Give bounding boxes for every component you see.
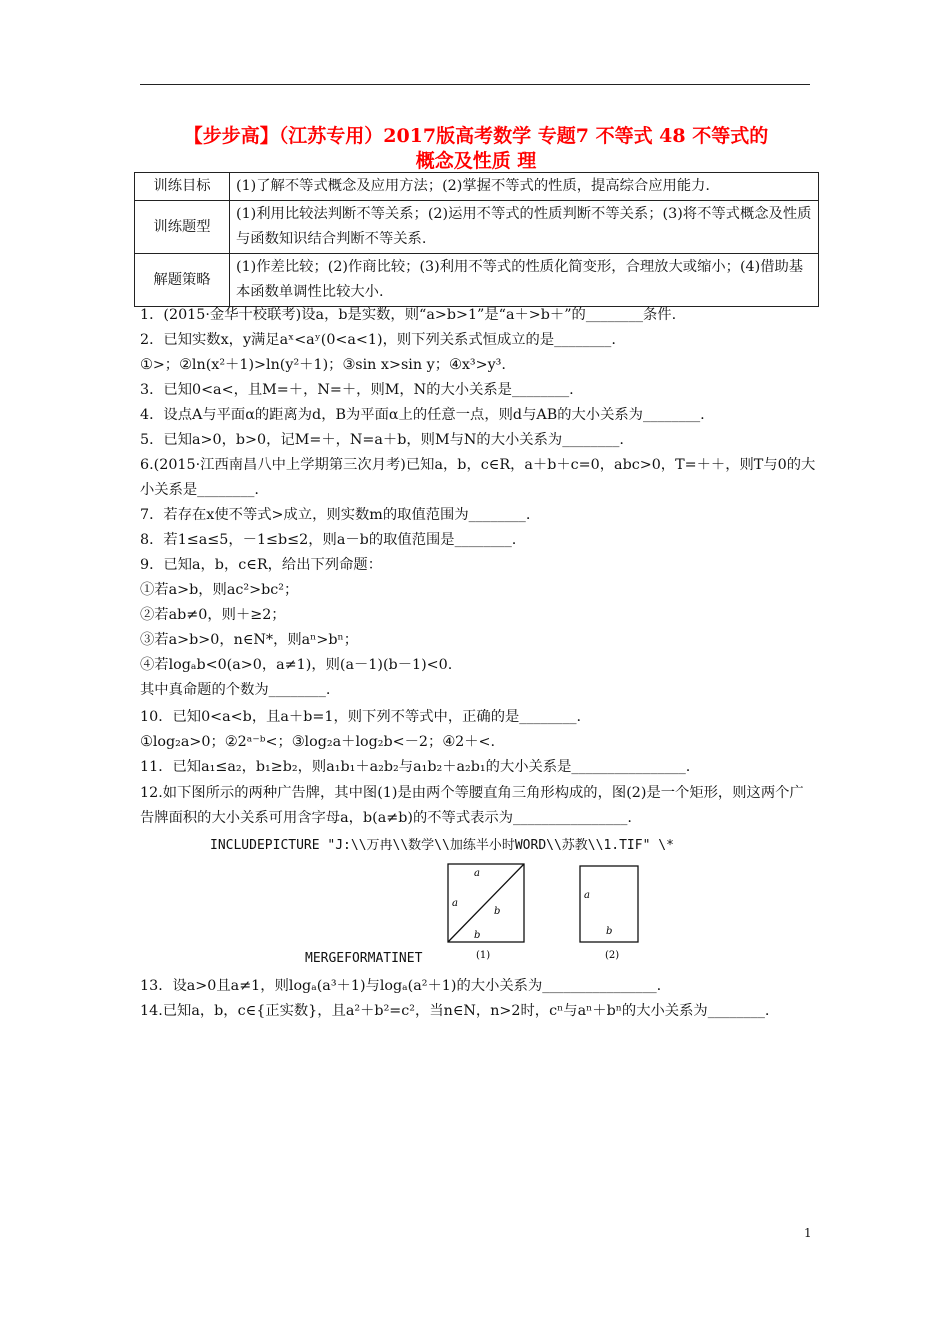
- page-title: [140, 124, 812, 174]
- mergeformat-field: MERGEFORMATINET: [305, 951, 423, 966]
- question-9: 9．已知a，b，c∈R，给出下列命题：: [140, 557, 382, 573]
- includepicture-field: INCLUDEPICTURE "J:\\万冉\\数学\\加练半小时WORD\\苏教\\1.TIF" \*: [210, 838, 674, 853]
- question-1: 1．(2015·金华十校联考)设a，b是实数，则“a>b>1”是“a＋>b＋”的________条件.: [140, 307, 677, 323]
- figure-1-label: a: [452, 898, 458, 909]
- row-label: 训练题型: [135, 201, 230, 254]
- question-9-option-3: ③若a>b>0，n∈N*，则aⁿ>bⁿ；: [140, 632, 358, 648]
- title-line-2: 概念及性质 理: [415, 150, 537, 172]
- row-content: (1)利用比较法判断不等关系；(2)运用不等式的性质判断不等关系；(3)将不等式概念及性质与函数知识结合判断不等关系.: [230, 201, 819, 254]
- question-9-option-2: ②若ab≠0，则＋≥2；: [140, 607, 286, 623]
- question-9-tail: 其中真命题的个数为________.: [140, 682, 331, 698]
- figure-2-label: b: [606, 926, 613, 937]
- question-13: 13．设a>0且a≠1，则logₐ(a³＋1)与logₐ(a²＋1)的大小关系为________________.: [140, 978, 662, 994]
- title-line-1: 【步步高】（江苏专用）2017版高考数学 专题7 不等式 48 不等式的: [183, 125, 769, 147]
- question-8: 8．若1≤a≤5，－1≤b≤2，则a－b的取值范围是________.: [140, 532, 517, 548]
- figure-1-label: a: [474, 868, 480, 879]
- question-2: 2．已知实数x，y满足aˣ<aʸ(0<a<1)，则下列关系式恒成立的是________.: [140, 332, 616, 348]
- question-2-options: ①>；②ln(x²＋1)>ln(y²＋1)；③sin x>sin y；④x³>y³.: [140, 357, 506, 373]
- row-label: 训练目标: [135, 173, 230, 201]
- question-11: 11．已知a₁≤a₂，b₁≥b₂，则a₁b₁＋a₂b₂与a₁b₂＋a₂b₁的大小关系是________________.: [140, 759, 691, 775]
- question-9-option-1: ①若a>b，则ac²>bc²；: [140, 582, 299, 598]
- figure-1-diagonal: [448, 864, 524, 942]
- table-row: [135, 201, 819, 254]
- question-4: 4．设点A与平面α的距离为d，B为平面α上的任意一点，则d与AB的大小关系为________.: [140, 407, 705, 423]
- table-row: [135, 254, 819, 307]
- row-label: 解题策略: [135, 254, 230, 307]
- training-info-table: [134, 172, 819, 307]
- question-6: 6.(2015·江西南昌八中上学期第三次月考)已知a，b，c∈R，a＋b＋c=0，abc>0，T=＋＋，则T与0的大小关系是________.: [140, 457, 816, 498]
- question-12: 12.如下图所示的两种广告牌，其中图(1)是由两个等腰直角三角形构成的，图(2)是一个矩形，则这两个广告牌面积的大小关系可用含字母a，b(a≠b)的不等式表示为________________.: [140, 785, 804, 826]
- question-7: 7．若存在x使不等式>成立，则实数m的取值范围为________.: [140, 507, 531, 523]
- figure-1-caption: (1): [476, 950, 491, 961]
- figure-1-label: b: [494, 906, 501, 917]
- row-content: (1)了解不等式概念及应用方法；(2)掌握不等式的性质，提高综合应用能力.: [230, 173, 819, 201]
- page-number: 1: [804, 1226, 812, 1240]
- figure-2-caption: (2): [605, 950, 620, 961]
- billboard-figure: [440, 860, 650, 966]
- question-3: 3．已知0<a<，且M=＋，N=＋，则M，N的大小关系是________.: [140, 382, 574, 398]
- question-10-options: ①log₂a>0；②2ᵃ⁻ᵇ<；③log₂a＋log₂b<－2；④2＋<.: [140, 734, 496, 750]
- question-5: 5．已知a>0，b>0，记M=＋，N=a＋b，则M与N的大小关系为________.: [140, 432, 624, 448]
- row-content: (1)作差比较；(2)作商比较；(3)利用不等式的性质化简变形，合理放大或缩小；(4)借助基本函数单调性比较大小.: [230, 254, 819, 307]
- table-row: [135, 173, 819, 201]
- figure-1-label: b: [474, 930, 481, 941]
- header-rule: [140, 84, 810, 85]
- question-10: 10．已知0<a<b，且a＋b=1，则下列不等式中，正确的是________.: [140, 709, 582, 725]
- figure-2-label: a: [584, 890, 590, 901]
- question-9-option-4: ④若logₐb<0(a>0，a≠1)，则(a－1)(b－1)<0.: [140, 657, 453, 673]
- question-14: 14.已知a，b，c∈{正实数}，且a²＋b²=c²，当n∈N，n>2时，cⁿ与aⁿ＋bⁿ的大小关系为________.: [140, 1003, 770, 1019]
